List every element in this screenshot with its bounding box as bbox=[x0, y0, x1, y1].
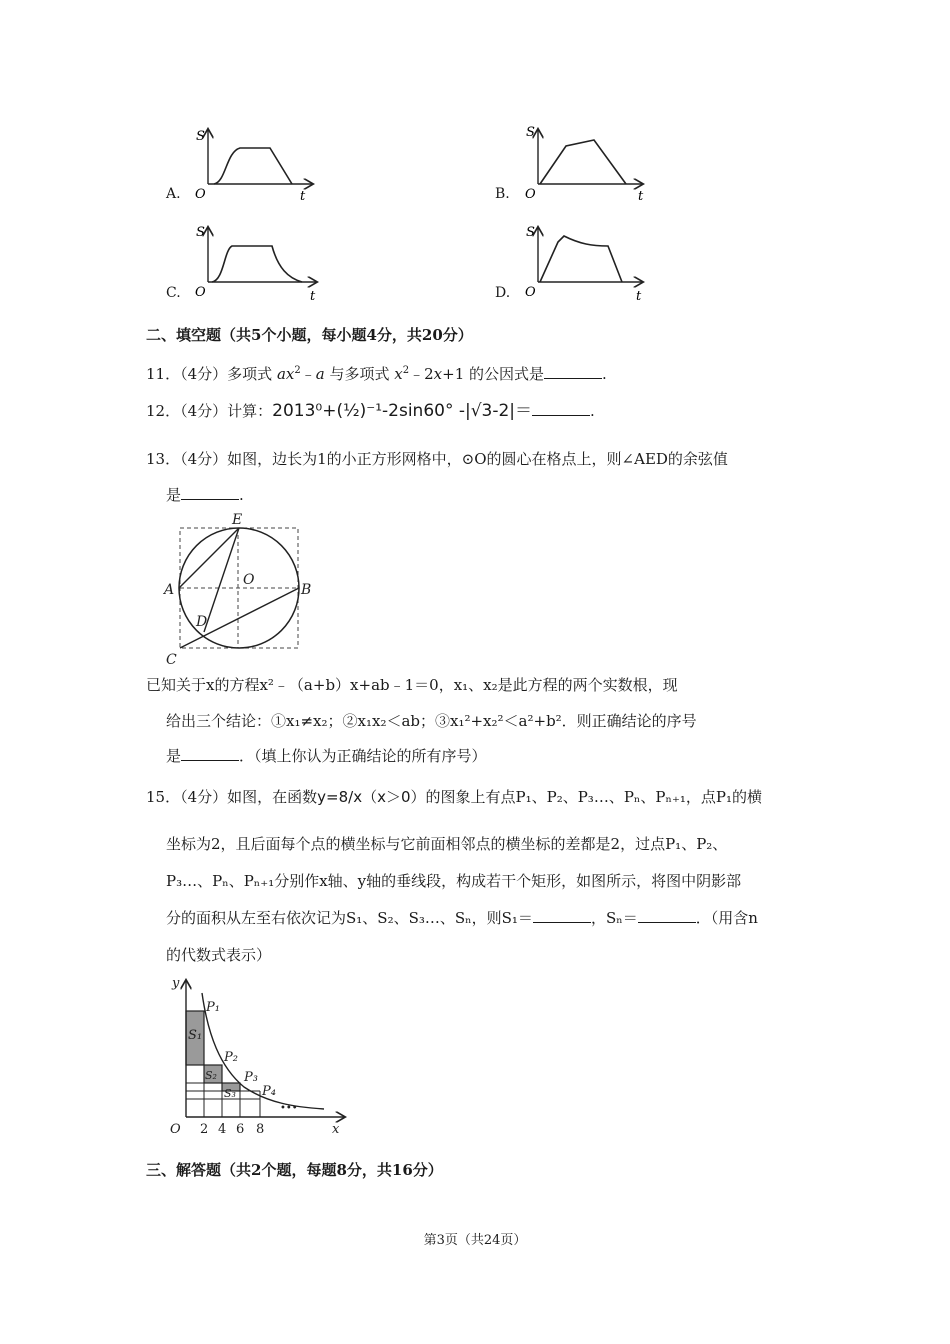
svg-text:S: S bbox=[196, 225, 205, 240]
graph-curve bbox=[214, 148, 292, 184]
section-3-title: 三、解答题（共2个题，每题8分，共16分） bbox=[146, 1161, 443, 1179]
question-15-line3: P₃…、Pₙ、Pₙ₊₁分别作x轴、y轴的垂线段，构成若干个矩形，如图所示，将图中阴影部 bbox=[166, 872, 742, 890]
question-11: 11．（4分）多项式 $ax^2﹣a$ 与多项式 $x^2﹣2x+1$ 的公因式是 . bbox=[146, 365, 607, 383]
svg-text:S: S bbox=[526, 125, 535, 140]
svg-text:B: B bbox=[301, 582, 312, 598]
svg-text:O: O bbox=[525, 285, 536, 300]
svg-text:O: O bbox=[170, 1122, 181, 1137]
option-c-graph bbox=[188, 220, 324, 304]
q15-function: y=8/x（x＞0） bbox=[317, 788, 426, 806]
label-s1: S₁ bbox=[188, 1028, 203, 1043]
option-c-label: C. bbox=[166, 285, 181, 301]
x-tick-2: 2 bbox=[200, 1122, 209, 1137]
svg-text:D: D bbox=[196, 614, 208, 630]
answer-blank-12[interactable] bbox=[532, 401, 590, 416]
graph-curve bbox=[540, 140, 626, 184]
label-p1: P₁ bbox=[206, 1000, 220, 1015]
q12-expression: 2013⁰+(½)⁻¹-2sin60° -|√3-2|＝ bbox=[272, 401, 533, 421]
question-13-line1: 13．（4分）如图，边长为1的小正方形网格中，⊙O的圆心在格点上，则∠AED的余弦值 bbox=[146, 450, 728, 468]
x-tick-4: 4 bbox=[218, 1122, 227, 1137]
question-13-line2: 是 . bbox=[166, 486, 244, 504]
question-15-line5: 的代数式表示） bbox=[166, 946, 272, 964]
option-b-label: B. bbox=[495, 186, 510, 202]
question-14-line1: 已知关于x的方程x²﹣（a+b）x+ab﹣1＝0，x₁、x₂是此方程的两个实数根，现 bbox=[146, 676, 678, 694]
grid-dashed bbox=[180, 528, 298, 648]
svg-text:O: O bbox=[195, 187, 206, 202]
option-a-graph bbox=[188, 122, 318, 204]
figure-15 bbox=[164, 975, 354, 1140]
question-15-line2: 坐标为2，且后面每个点的横坐标与它前面相邻点的横坐标的差都是2，过点P₁、P₂、 bbox=[166, 835, 728, 853]
answer-blank-13[interactable] bbox=[181, 485, 239, 500]
answer-blank-15-s1[interactable] bbox=[533, 908, 591, 923]
svg-text:y: y bbox=[172, 976, 180, 991]
label-s2: S₂ bbox=[205, 1069, 217, 1082]
graph-curve bbox=[540, 236, 622, 282]
question-15-line1: 15．（4分）如图，在函数y=8/x（x＞0）的图象上有点P₁、P₂、P₃…、Pₙ、Pₙ₊₁，点P₁的横 bbox=[146, 788, 763, 806]
option-a-label: A. bbox=[166, 186, 181, 202]
label-p2: P₂ bbox=[224, 1050, 238, 1065]
page-footer: 第3页（共24页） bbox=[423, 1233, 527, 1248]
label-p3: P₃ bbox=[244, 1070, 258, 1085]
svg-text:x: x bbox=[332, 1122, 340, 1137]
svg-text:t: t bbox=[310, 289, 316, 304]
ellipsis: ••• bbox=[280, 1103, 298, 1114]
svg-text:O: O bbox=[195, 285, 206, 300]
question-15-line4: 分的面积从左至右依次记为S₁、S₂、S₃…、Sₙ，则S₁＝ ，Sₙ＝ ．（用含n bbox=[166, 909, 758, 927]
svg-text:t: t bbox=[638, 189, 644, 204]
question-12: 12．（4分）计算：2013⁰+(½)⁻¹-2sin60° -|√3-2|＝ . bbox=[146, 401, 595, 421]
svg-text:t: t bbox=[636, 289, 642, 304]
svg-text:O: O bbox=[525, 187, 536, 202]
svg-text:t: t bbox=[300, 189, 306, 204]
answer-blank-11[interactable] bbox=[544, 364, 602, 379]
svg-text:O: O bbox=[243, 572, 255, 588]
x-tick-8: 8 bbox=[256, 1122, 265, 1137]
answer-blank-15-sn[interactable] bbox=[638, 908, 696, 923]
svg-text:C: C bbox=[166, 652, 177, 668]
svg-text:E: E bbox=[232, 512, 243, 528]
figure-13 bbox=[160, 510, 320, 670]
graph-curve bbox=[212, 246, 302, 282]
svg-text:S: S bbox=[526, 225, 535, 240]
question-14-line3: 是 ．（填上你认为正确结论的所有序号） bbox=[166, 747, 487, 765]
label-s3: S₃ bbox=[224, 1087, 236, 1100]
option-d-graph bbox=[518, 220, 648, 304]
section-2-title: 二、填空题（共5个小题，每小题4分，共20分） bbox=[146, 326, 473, 344]
x-tick-6: 6 bbox=[236, 1122, 245, 1137]
answer-blank-14[interactable] bbox=[181, 746, 239, 761]
svg-text:A: A bbox=[164, 582, 175, 598]
label-p4: P₄ bbox=[262, 1084, 276, 1099]
svg-text:S: S bbox=[196, 129, 205, 144]
option-b-graph bbox=[518, 122, 648, 204]
option-d-label: D. bbox=[495, 285, 511, 301]
question-14-line2: 给出三个结论：①x₁≠x₂；②x₁x₂＜ab；③x₁²+x₂²＜a²+b²．则正确结论的序号 bbox=[166, 712, 697, 730]
